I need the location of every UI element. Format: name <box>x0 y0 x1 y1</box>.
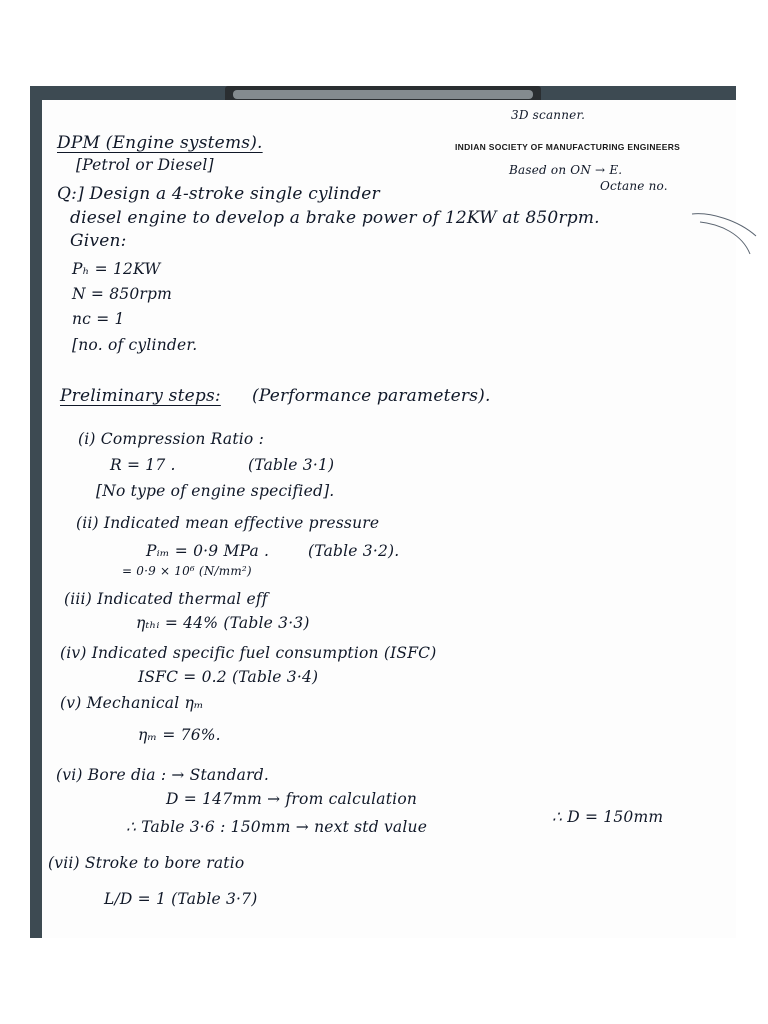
step-3-label: (iii) Indicated thermal eff <box>64 590 268 608</box>
step-1-ref: (Table 3·1) <box>248 456 335 474</box>
given-brake-power: Pₕ = 12KW <box>72 260 161 278</box>
step-2-label: (ii) Indicated mean effective pressure <box>76 514 380 532</box>
step-1-label: (i) Compression Ratio : <box>78 430 265 448</box>
step-2-value-si: = 0·9 × 10⁶ (N/mm²) <box>122 564 252 578</box>
preliminary-heading-rest: (Performance parameters). <box>252 386 491 406</box>
step-6-std-value: ∴ Table 3·6 : 150mm → next std value <box>126 818 428 836</box>
step-2-value: Pᵢₘ = 0·9 MPa . <box>146 542 270 560</box>
step-7-label: (vii) Stroke to bore ratio <box>48 854 245 872</box>
margin-note-on: Based on ON → E. <box>509 163 623 177</box>
corner-doodle <box>690 210 760 258</box>
step-7-value: L/D = 1 (Table 3·7) <box>104 890 258 908</box>
page-subtitle: [Petrol or Diesel] <box>76 156 214 174</box>
step-2-ref: (Table 3·2). <box>308 542 400 560</box>
step-6-value: D = 147mm → from calculation <box>166 790 418 808</box>
question-line-1: Q:] Design a 4-stroke single cylinder <box>57 184 380 204</box>
margin-note-octane: Octane no. <box>600 179 668 193</box>
step-5-label: (v) Mechanical ηₘ <box>60 694 204 712</box>
page-title: DPM (Engine systems). <box>57 133 263 153</box>
step-1-note: [No type of engine specified]. <box>96 482 335 500</box>
step-3-value: ηₜₕᵢ = 44% (Table 3·3) <box>136 614 310 632</box>
given-cylinders-note: [no. of cylinder. <box>72 336 198 354</box>
step-1-value: R = 17 . <box>110 456 176 474</box>
given-cylinders: nᴄ = 1 <box>72 310 125 328</box>
given-speed: N = 850rpm <box>72 285 173 303</box>
notebook-page <box>42 100 736 938</box>
given-label: Given: <box>70 231 127 251</box>
step-4-label: (iv) Indicated specific fuel consumption (ISFC) <box>60 644 437 662</box>
question-line-2: diesel engine to develop a brake power of 12KW at 850rpm. <box>70 208 600 228</box>
scanner-note: 3D scanner. <box>511 108 586 122</box>
step-5-value: ηₘ = 76%. <box>138 726 221 744</box>
step-4-value: ISFC = 0.2 (Table 3·4) <box>138 668 319 686</box>
step-6-result: ∴ D = 150mm <box>552 808 664 826</box>
preliminary-heading: Preliminary steps: <box>60 386 221 406</box>
org-stamp: INDIAN SOCIETY OF MANUFACTURING ENGINEERS <box>455 142 681 152</box>
step-6-label: (vi) Bore dia : → Standard. <box>56 766 269 784</box>
